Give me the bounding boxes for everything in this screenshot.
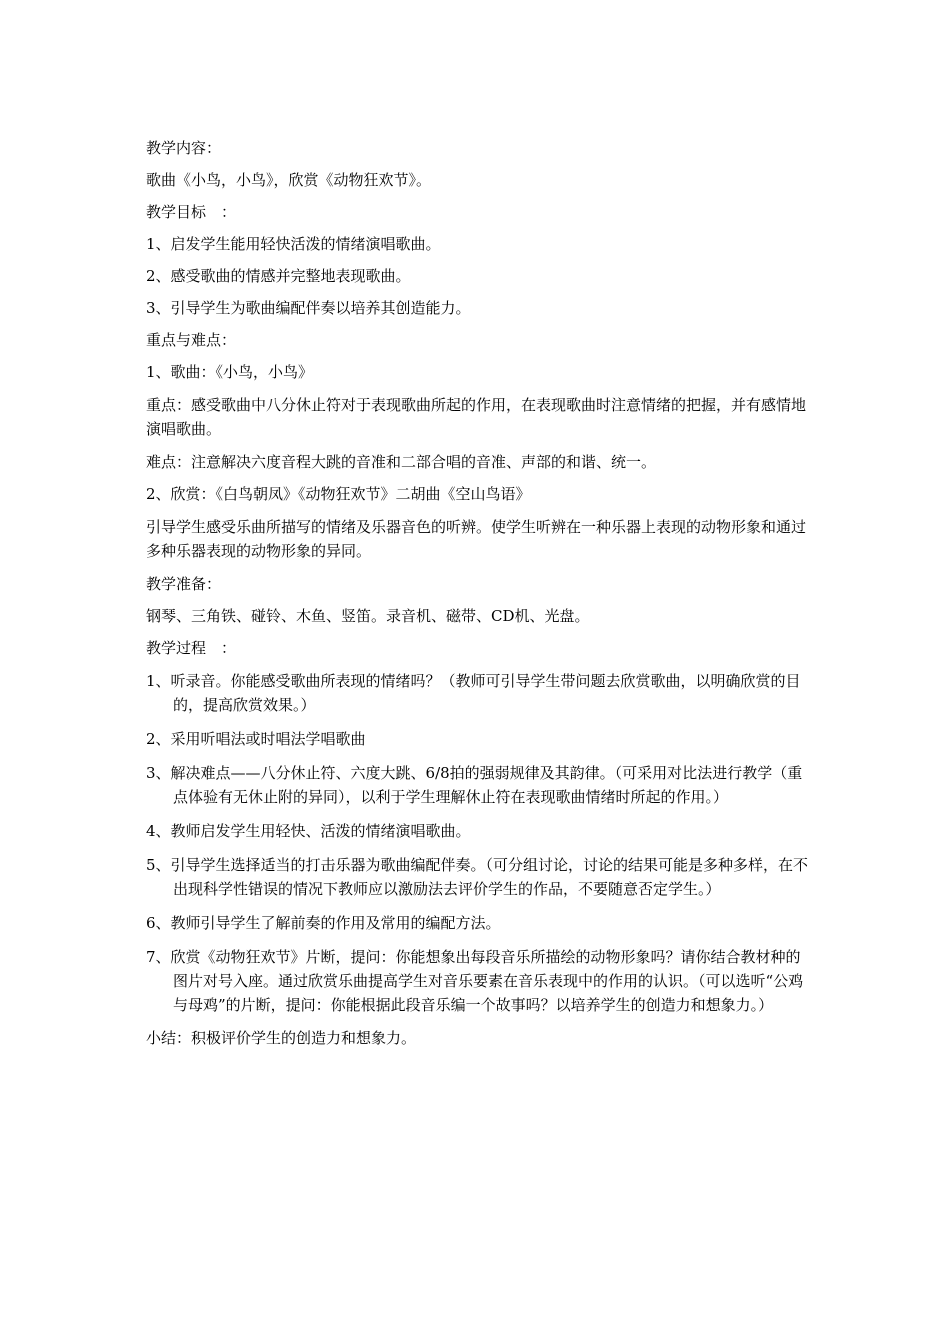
- process-item: 3、解决难点——八分休止符、六度大跳、6/8拍的强弱规律及其韵律。（可采用对比法进行教学（重点体验有无休止附的异同），以利于学生理解休止符在表现歌曲情绪时所起的作用。）: [146, 764, 803, 806]
- document-page: [146, 137, 810, 1059]
- process-item: 2、采用听唱法或时唱法学唱歌曲: [146, 730, 366, 748]
- objective-item: 2、感受歌曲的情感并完整地表现歌曲。: [146, 267, 411, 285]
- heading-key-points: 重点与难点：: [146, 331, 237, 349]
- process-item: 7、欣赏《动物狂欢节》片断，提问：你能想象出每段音乐所描绘的动物形象吗？请你结合教材种的图片对号入座。通过欣赏乐曲提高学生对音乐要素在音乐表现中的作用的认识。（可以选听“公鸡与母鸡”的片断，提问：你能根据此段音乐编一个故事吗？以培养学生的创造力和想象力。）: [146, 948, 804, 1014]
- key-point-item: 1、歌曲：《小鸟，小鸟》: [146, 363, 314, 381]
- difficulty-text: 难点：注意解决六度音程大跳的音准和二部合唱的音准、声部的和谐、统一。: [146, 453, 657, 471]
- process-item: 5、引导学生选择适当的打击乐器为歌曲编配伴奏。（可分组讨论，讨论的结果可能是多种多样，在不出现科学性错误的情况下教师应以激励法去评价学生的作品，不要随意否定学生。）: [146, 856, 809, 898]
- heading-objectives: 教学目标 ：: [146, 203, 237, 221]
- key-point-item: 2、欣赏：《白鸟朝凤》《动物狂欢节》二胡曲《空山鸟语》: [146, 485, 531, 503]
- preparation-text: 钢琴、三角铁、碰铃、木鱼、竖笛。录音机、磁带、CD机、光盘。: [146, 607, 590, 625]
- objective-item: 3、引导学生为歌曲编配伴奏以培养其创造能力。: [146, 299, 471, 317]
- content-text: 歌曲《小鸟，小鸟》，欣赏《动物狂欢节》。: [146, 171, 432, 189]
- objective-item: 1、启发学生能用轻快活泼的情绪演唱歌曲。: [146, 235, 441, 253]
- key-point-text: 重点：感受歌曲中八分休止符对于表现歌曲所起的作用，在表现歌曲时注意情绪的把握，并有感情地演唱歌曲。: [146, 396, 807, 438]
- heading-preparation: 教学准备：: [146, 575, 222, 593]
- appreciation-text: 引导学生感受乐曲所描写的情绪及乐器音色的听辨。使学生听辨在一种乐器上表现的动物形象和通过多种乐器表现的动物形象的异同。: [146, 518, 807, 560]
- process-item: 1、听录音。你能感受歌曲所表现的情绪吗？（教师可引导学生带问题去欣赏歌曲，以明确欣赏的目的，提高欣赏效果。）: [146, 672, 801, 714]
- heading-process: 教学过程 ：: [146, 639, 237, 657]
- process-item: 6、教师引导学生了解前奏的作用及常用的编配方法。: [146, 914, 501, 932]
- process-item: 4、教师启发学生用轻快、活泼的情绪演唱歌曲。: [146, 822, 471, 840]
- summary-text: 小结：积极评价学生的创造力和想象力。: [146, 1029, 417, 1047]
- heading-content: 教学内容：: [146, 139, 222, 157]
